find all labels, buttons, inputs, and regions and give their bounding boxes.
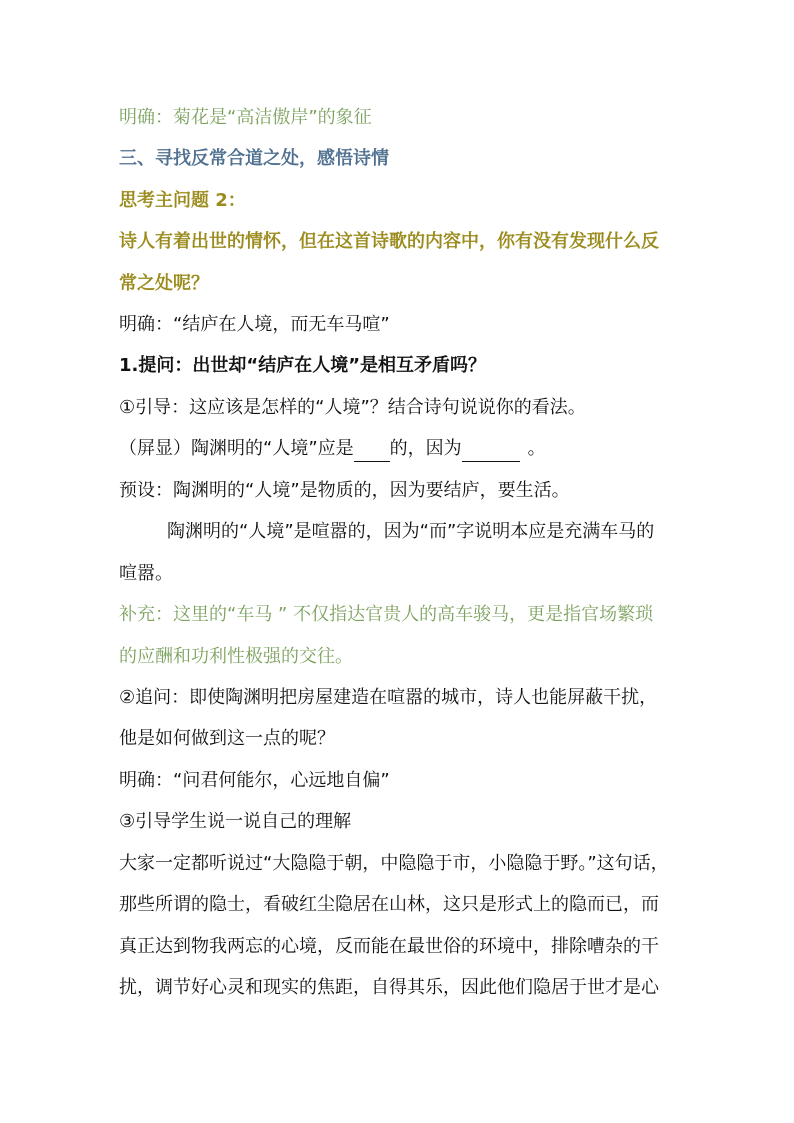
- question-1: 1.提问：出世却“结庐在人境”是相互矛盾吗？: [119, 355, 487, 376]
- main-question-line-2: 常之处呢？: [119, 273, 209, 294]
- screen-display-fill-blank: [119, 437, 689, 462]
- paragraph-line-3: 真正达到物我两忘的心境，反而能在最世俗的环境中，排除嘈杂的干: [119, 936, 659, 957]
- clarify-heart-far: 明确：“问君何能尔，心远地自偏”: [119, 770, 390, 791]
- section-heading-3: 三、寻找反常合道之处，感悟诗情: [119, 148, 389, 169]
- fill-blank-part-2: 的，因为: [389, 438, 462, 459]
- guide-1: ①引导：这应该是怎样的“人境”？结合诗句说说你的看法。: [119, 397, 586, 418]
- paragraph-line-2: 那些所谓的隐士，看破红尘隐居在山林，这只是形式上的隐而已，而: [119, 894, 659, 915]
- blank-1: [354, 437, 390, 462]
- main-question-2-label: 思考主问题 2：: [119, 190, 246, 211]
- supplement-line-1: 补充：这里的“车马 ” 不仅指达官贵人的高车骏马，更是指官场繁琐: [119, 604, 654, 625]
- follow-up-2-cont: 他是如何做到这一点的呢？: [119, 728, 335, 749]
- fill-blank-part-3: 。: [527, 438, 546, 459]
- fill-blank-part-1: （屏显）陶渊明的“人境”应是: [119, 438, 354, 459]
- supplement-line-2: 的应酬和功利性极强的交往。: [119, 646, 353, 667]
- guide-3: ③引导学生说一说自己的理解: [119, 811, 352, 832]
- paragraph-line-4: 扰，调节好心灵和现实的焦距，自得其乐，因此他们隐居于世才是心: [119, 977, 659, 998]
- preset-2-cont: 喧嚣。: [119, 563, 173, 584]
- blank-2: [462, 437, 520, 462]
- main-question-line-1: 诗人有着出世的情怀，但在这首诗歌的内容中，你有没有发现什么反: [119, 231, 659, 252]
- clarify-poem-line: 明确：“结庐在人境，而无车马喧”: [119, 314, 390, 335]
- paragraph-line-1: 大家一定都听说过“大隐隐于朝，中隐隐于市，小隐隐于野。”这句话，: [119, 853, 669, 874]
- clarify-chrysanthemum: 明确：菊花是“高洁傲岸”的象征: [119, 107, 372, 128]
- follow-up-2: ②追问：即使陶渊明把房屋建造在喧嚣的城市，诗人也能屏蔽干扰，: [119, 687, 658, 708]
- preset-1: 预设：陶渊明的“人境”是物质的，因为要结庐，要生活。: [119, 480, 570, 501]
- preset-2: 陶渊明的“人境”是喧嚣的，因为“而”字说明本应是充满车马的: [167, 521, 655, 542]
